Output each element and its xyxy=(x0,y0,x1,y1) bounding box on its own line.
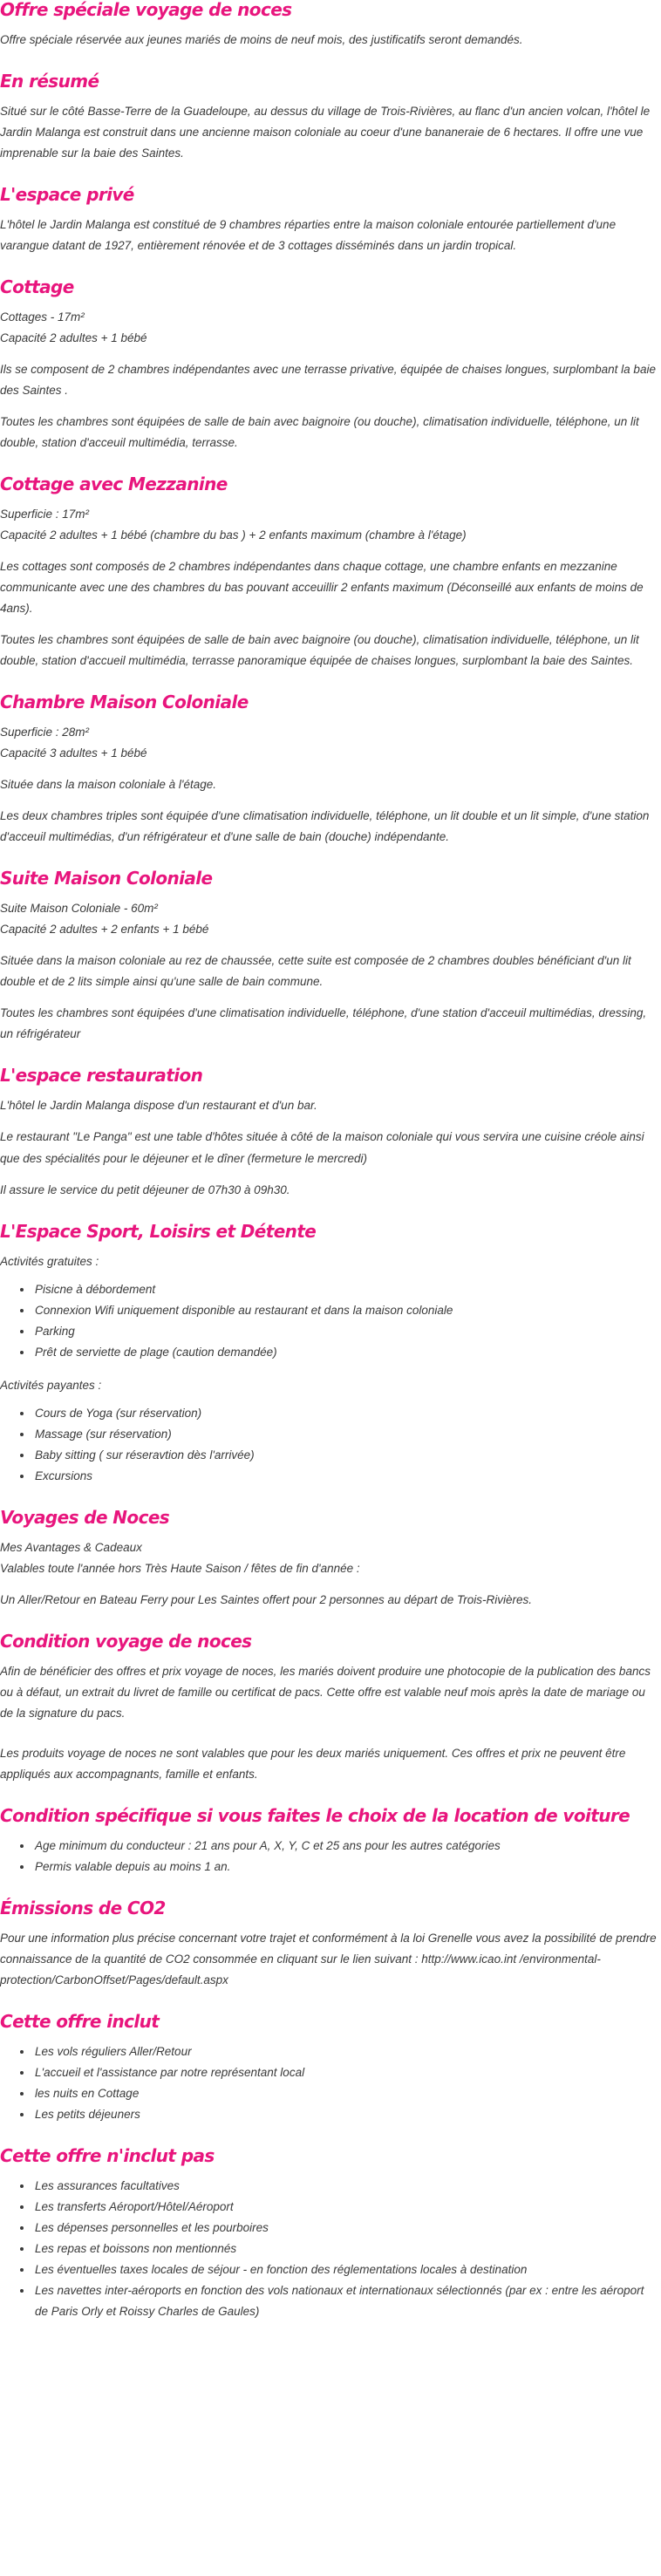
section-text: Toutes les chambres sont équipées de salle de bain avec baignoire (ou douche), climatisation individuelle, téléphone, un lit double, station d'acceuil multimédia, terrasse. xyxy=(0,415,639,450)
list-item: • les nuits en Cottage xyxy=(33,2083,660,2104)
activities-free-list xyxy=(33,1279,660,1363)
section-sport-loisirs xyxy=(0,1220,660,1487)
room-capacity: Capacité 2 adultes + 1 bébé xyxy=(0,331,147,345)
room-size: Superficie : 17m² xyxy=(0,508,90,521)
section-title: Chambre Maison Coloniale xyxy=(0,692,249,713)
list-item: • Les éventuelles taxes locales de séjour - en fonction des réglementations locales à destination xyxy=(33,2259,660,2280)
list-item: • Excursions xyxy=(33,1466,660,1487)
list-item: • Massage (sur réservation) xyxy=(33,1424,660,1445)
section-text: L'hôtel le Jardin Malanga dispose d'un restaurant et d'un bar. xyxy=(0,1099,317,1113)
list-item: • Les dépenses personnelles et les pourboires xyxy=(33,2218,660,2239)
section-offre-inclut xyxy=(0,2010,660,2125)
section-text: Situé sur le côté Basse-Terre de la Guadeloupe, au dessus du village de Trois-Rivières, au flanc d'un ancien volcan, l'hôtel le Jardin Malanga est construit dans une ancienne maison coloniale au coeur d'une bananeraie de 6 hectares. Il offre une vue imprenable sur la baie des Saintes. xyxy=(0,105,651,160)
section-offre-inclut-pas xyxy=(0,2144,660,2322)
section-text: Pour une information plus précise concernant votre trajet et conformément à la loi Grenelle vous avez la possibilité de prendre connaissance de la quantité de CO2 consommée en cliquant sur le lien suivant : http://www.icao.int /environmental-protection/CarbonOffset/Pages/default.aspx xyxy=(0,1931,657,1987)
section-title: Condition spécifique si vous faites le choix de la location de voiture xyxy=(0,1804,630,1826)
list-item: • Connexion Wifi uniquement disponible au restaurant et dans la maison coloniale xyxy=(33,1300,660,1321)
section-text: Le restaurant "Le Panga" est une table d'hôtes située à côté de la maison coloniale qui vous servira une cuisine créole ainsi que des spécialités pour le déjeuner et le dîner (fermeture le mercredi) xyxy=(0,1130,644,1165)
list-item: • Age minimum du conducteur : 21 ans pour A, X, Y, C et 25 ans pour les autres catégories xyxy=(33,1836,660,1857)
section-restauration xyxy=(0,1064,660,1200)
section-espace-prive xyxy=(0,183,660,256)
section-chambre-maison-coloniale xyxy=(0,691,660,848)
section-cottage-mezzanine xyxy=(0,473,660,671)
section-title: Émissions de CO2 xyxy=(0,1897,166,1918)
section-text: L'hôtel le Jardin Malanga est constitué de 9 chambres réparties entre la maison coloniale entourée partiellement d'une varangue datant de 1927, entièrement rénovée et de 3 cottages disséminés dans un jardin tropical. xyxy=(0,218,617,253)
list-item: • Baby sitting ( sur réseravtion dès l'arrivée) xyxy=(33,1445,660,1466)
section-title: Offre spéciale voyage de noces xyxy=(0,0,292,20)
section-text: Offre spéciale réservée aux jeunes mariés de moins de neuf mois, des justificatifs seront demandés. xyxy=(0,33,523,46)
list-item: • Les navettes inter-aéroports en fonction des vols nationaux et internationaux sélectionnés (par ex : entre les aéroport de Paris Orly et Roissy Charles de Gaules) xyxy=(33,2280,660,2322)
section-title: Cette offre n'inclut pas xyxy=(0,2144,215,2166)
list-item: • Les repas et boissons non mentionnés xyxy=(33,2239,660,2259)
list-item: • Les vols réguliers Aller/Retour xyxy=(33,2041,660,2062)
advantages-validity: Valables toute l'année hors Très Haute Saison / fêtes de fin d'année : xyxy=(0,1561,360,1575)
section-condition-location-voiture xyxy=(0,1804,660,1877)
section-text: Un Aller/Retour en Bateau Ferry pour Les Saintes offert pour 2 personnes au départ de Trois-Rivières. xyxy=(0,1592,533,1606)
list-item: • Les petits déjeuners xyxy=(33,2104,660,2125)
section-condition-voyage-noces xyxy=(0,1630,660,1785)
section-title: L'espace privé xyxy=(0,184,134,206)
room-size: Suite Maison Coloniale - 60m² xyxy=(0,902,158,916)
section-text: Ils se composent de 2 chambres indépendantes avec une terrasse privative, équipée de chaises longues, surplombant la baie des Saintes . xyxy=(0,363,656,398)
section-title: Cottage xyxy=(0,276,74,298)
section-title: Condition voyage de noces xyxy=(0,1630,252,1652)
advantages-label: Mes Avantages & Cadeaux xyxy=(0,1540,142,1554)
list-item: • Les transferts Aéroport/Hôtel/Aéroport xyxy=(33,2197,660,2218)
list-item: • Parking xyxy=(33,1321,660,1342)
list-item: • Les assurances facultatives xyxy=(33,2176,660,2197)
section-suite-maison-coloniale xyxy=(0,867,660,1045)
room-capacity: Capacité 2 adultes + 2 enfants + 1 bébé xyxy=(0,923,209,937)
room-size: Superficie : 28m² xyxy=(0,726,90,739)
section-title: L'espace restauration xyxy=(0,1065,203,1087)
room-capacity: Capacité 2 adultes + 1 bébé (chambre du bas ) + 2 enfants maximum (chambre à l'étage) xyxy=(0,528,467,542)
list-item: • Pisicne à débordement xyxy=(33,1279,660,1300)
section-text: Il assure le service du petit déjeuner de 07h30 à 09h30. xyxy=(0,1182,290,1196)
car-rental-conditions-list xyxy=(33,1836,660,1877)
list-item: • Permis valable depuis au moins 1 an. xyxy=(33,1857,660,1877)
section-offre xyxy=(0,0,660,51)
section-title: Suite Maison Coloniale xyxy=(0,868,213,889)
section-voyages-de-noces xyxy=(0,1506,660,1611)
section-resume xyxy=(0,70,660,164)
section-text: Les produits voyage de noces ne sont valables que pour les deux mariés uniquement. Ces offres et prix ne peuvent être appliqués aux accompagnants, famille et enfants. xyxy=(0,1746,626,1781)
section-title: Cottage avec Mezzanine xyxy=(0,474,228,495)
activities-free-label: Activités gratuites : xyxy=(0,1254,99,1268)
activities-paid-list xyxy=(33,1403,660,1487)
included-list xyxy=(33,2041,660,2125)
section-text: Située dans la maison coloniale au rez de chaussée, cette suite est composée de 2 chambres doubles bénéficiant d'un lit double et de 2 lits simple ainsi qu'une salle de bain commune. xyxy=(0,954,631,989)
list-item: • L'accueil et l'assistance par notre représentant local xyxy=(33,2062,660,2083)
section-title: Voyages de Noces xyxy=(0,1506,170,1528)
section-text: Afin de bénéficier des offres et prix voyage de noces, les mariés doivent produire une photocopie de la publication des bancs ou à défaut, un extrait du livret de famille ou certificat de pacs. Cette offre est valable neuf mois après la date de mariage ou de la signature du pacs. xyxy=(0,1664,651,1720)
section-text: Toutes les chambres sont équipées de salle de bain avec baignoire (ou douche), climatisation individuelle, téléphone, un lit double, station d'accueil multimédia, terrasse panoramique équipée de chaises longues, surplombant la baie des Saintes. xyxy=(0,633,639,668)
list-item: • Cours de Yoga (sur réservation) xyxy=(33,1403,660,1424)
section-title: L'Espace Sport, Loisirs et Détente xyxy=(0,1220,317,1242)
section-text: Les cottages sont composés de 2 chambres indépendantes dans chaque cottage, une chambre enfants en mezzanine communicante avec une des chambres du bas pouvant acceuillir 2 enfants maximum (Déconseillé aux enfants de moins de 4ans). xyxy=(0,560,644,616)
section-text: Les deux chambres triples sont équipée d'une climatisation individuelle, téléphone, un lit double et un lit simple, d'une station d'acceuil multimédias, d'un réfrigérateur et d'une salle de bain (douche) indépendante. xyxy=(0,809,650,844)
list-item: • Prêt de serviette de plage (caution demandée) xyxy=(33,1342,660,1363)
room-capacity: Capacité 3 adultes + 1 bébé xyxy=(0,746,147,760)
room-size: Cottages - 17m² xyxy=(0,310,85,324)
section-text: Située dans la maison coloniale à l'étage. xyxy=(0,778,216,792)
section-title: Cette offre inclut xyxy=(0,2010,160,2032)
activities-paid-label: Activités payantes : xyxy=(0,1378,102,1392)
section-cottage xyxy=(0,276,660,453)
section-emissions-co2 xyxy=(0,1897,660,1991)
section-text: Toutes les chambres sont équipées d'une climatisation individuelle, téléphone, d'une station d'acceuil multimédias, dressing, un réfrigérateur xyxy=(0,1006,647,1041)
not-included-list xyxy=(33,2176,660,2322)
section-title: En résumé xyxy=(0,71,99,92)
